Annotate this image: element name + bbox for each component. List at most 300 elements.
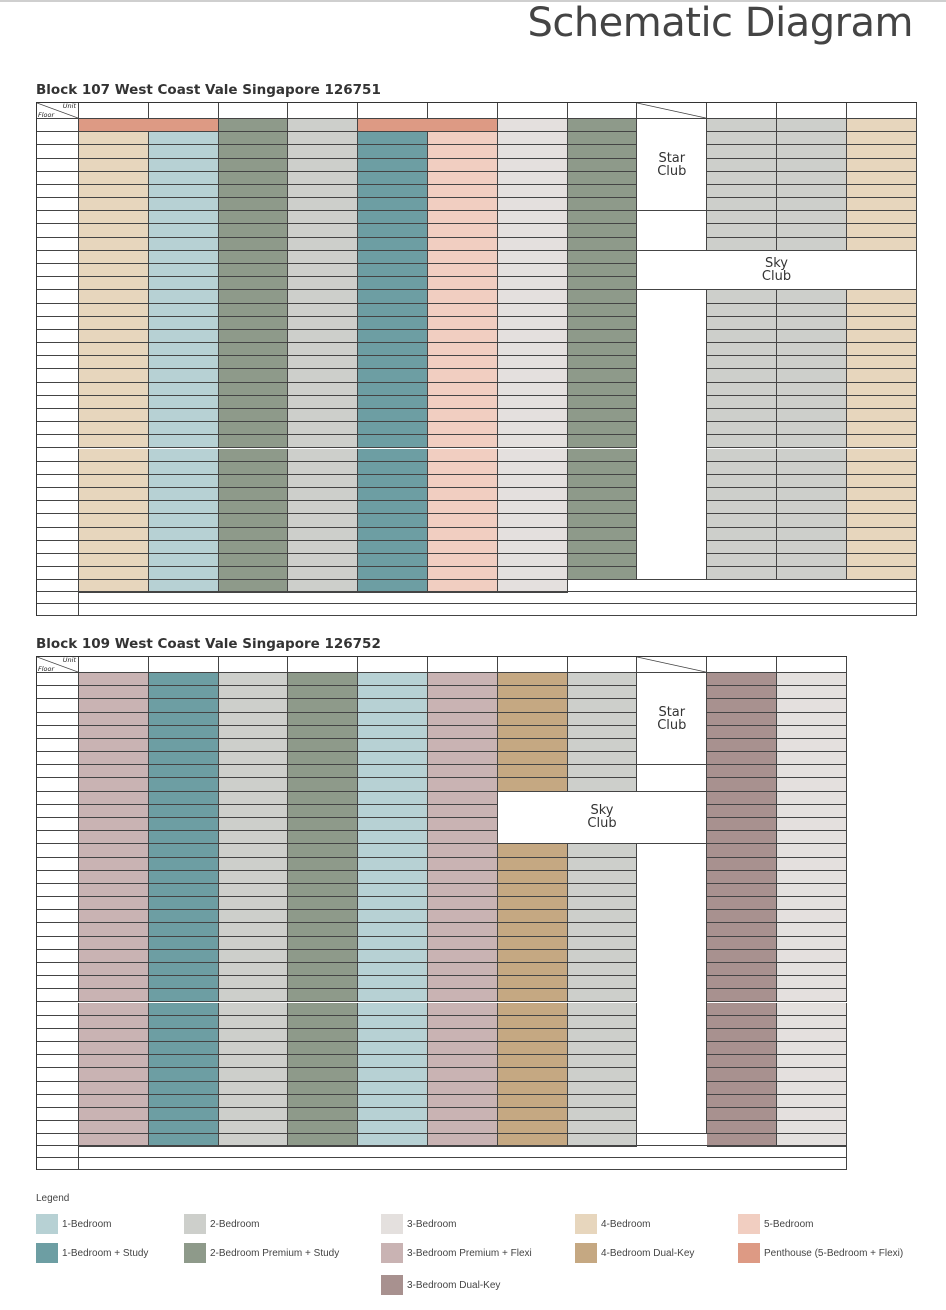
floor-label bbox=[37, 592, 79, 604]
unit-cell bbox=[358, 145, 428, 158]
legend-swatch bbox=[575, 1243, 597, 1263]
unit-cell bbox=[498, 172, 568, 185]
unit-cell bbox=[777, 330, 847, 343]
legend-item bbox=[575, 1243, 694, 1263]
unit-cell bbox=[498, 937, 568, 950]
unit-cell bbox=[498, 554, 568, 567]
unit-cell bbox=[428, 488, 498, 501]
unit-cell bbox=[847, 396, 917, 409]
unit-cell bbox=[428, 752, 498, 765]
unit-cell bbox=[498, 422, 568, 435]
unit-cell bbox=[288, 1108, 358, 1121]
unit-cell bbox=[219, 871, 289, 884]
floor-label bbox=[37, 317, 79, 330]
unit-cell bbox=[219, 475, 289, 488]
unit-cell bbox=[358, 290, 428, 303]
unit-cell bbox=[498, 145, 568, 158]
unit-cell bbox=[358, 211, 428, 224]
unit-cell bbox=[79, 1055, 149, 1068]
unit-cell bbox=[707, 739, 777, 752]
unit-cell bbox=[777, 713, 847, 726]
floor-label bbox=[37, 1055, 79, 1068]
block-109-title: Block 109 West Coast Vale Singapore 126752 bbox=[36, 636, 381, 652]
unit-cell bbox=[358, 435, 428, 448]
unit-header bbox=[358, 103, 428, 119]
unit-cell bbox=[428, 356, 498, 369]
unit-cell bbox=[358, 224, 428, 237]
unit-cell bbox=[288, 1016, 358, 1029]
unit-cell bbox=[288, 1082, 358, 1095]
unit-cell bbox=[428, 937, 498, 950]
legend-label: Penthouse (5-Bedroom + Flexi) bbox=[764, 1247, 904, 1259]
unit-cell bbox=[79, 567, 149, 580]
unit-cell bbox=[777, 1003, 847, 1016]
unit-cell bbox=[498, 871, 568, 884]
unit-cell bbox=[777, 739, 847, 752]
unit-cell bbox=[707, 713, 777, 726]
page-title: Schematic Diagram bbox=[527, 0, 913, 46]
unit-cell bbox=[219, 950, 289, 963]
unit-cell bbox=[428, 1055, 498, 1068]
floor-label bbox=[37, 462, 79, 475]
unit-cell bbox=[568, 963, 638, 976]
legend-label: 2-Bedroom Premium + Study bbox=[210, 1247, 340, 1259]
unit-cell bbox=[149, 1003, 219, 1016]
unit-cell bbox=[79, 554, 149, 567]
unit-cell bbox=[79, 159, 149, 172]
unit-cell bbox=[777, 290, 847, 303]
unit-header bbox=[288, 103, 358, 119]
unit-cell bbox=[847, 554, 917, 567]
floor-label bbox=[37, 369, 79, 382]
unit-cell bbox=[428, 198, 498, 211]
unit-cell bbox=[288, 264, 358, 277]
unit-cell bbox=[568, 699, 638, 712]
unit-cell bbox=[428, 976, 498, 989]
unit-cell bbox=[288, 396, 358, 409]
unit-cell bbox=[288, 923, 358, 936]
unit-cell bbox=[568, 330, 638, 343]
unit-cell bbox=[568, 369, 638, 382]
floor-label bbox=[37, 1016, 79, 1029]
unit-cell bbox=[288, 1068, 358, 1081]
unit-cell bbox=[777, 462, 847, 475]
unit-cell bbox=[568, 422, 638, 435]
unit-cell bbox=[219, 713, 289, 726]
unit-cell bbox=[847, 238, 917, 251]
unit-cell bbox=[79, 699, 149, 712]
unit-cell bbox=[288, 871, 358, 884]
unit-cell bbox=[498, 910, 568, 923]
unit-cell bbox=[288, 765, 358, 778]
legend-swatch bbox=[381, 1243, 403, 1263]
unit-cell bbox=[498, 713, 568, 726]
base-level-label bbox=[79, 580, 917, 592]
unit-cell bbox=[777, 514, 847, 527]
unit-cell bbox=[847, 528, 917, 541]
unit-cell bbox=[777, 396, 847, 409]
unit-cell bbox=[358, 449, 428, 462]
unit-cell bbox=[149, 1068, 219, 1081]
unit-cell bbox=[288, 739, 358, 752]
unit-cell bbox=[498, 475, 568, 488]
unit-cell bbox=[428, 726, 498, 739]
legend-item bbox=[738, 1214, 813, 1234]
unit-cell bbox=[777, 976, 847, 989]
unit-cell bbox=[149, 844, 219, 857]
unit-cell bbox=[288, 277, 358, 290]
unit-cell bbox=[219, 159, 289, 172]
unit-cell bbox=[358, 264, 428, 277]
unit-cell bbox=[288, 910, 358, 923]
unit-cell-top bbox=[219, 673, 289, 686]
unit-cell bbox=[498, 514, 568, 527]
floor-label bbox=[37, 1095, 79, 1108]
unit-cell bbox=[777, 475, 847, 488]
floor-label bbox=[37, 713, 79, 726]
floor-label bbox=[37, 554, 79, 567]
legend-swatch bbox=[184, 1214, 206, 1234]
unit-cell bbox=[707, 396, 777, 409]
unit-cell bbox=[707, 224, 777, 237]
unit-cell bbox=[428, 330, 498, 343]
unit-cell bbox=[219, 277, 289, 290]
unit-cell bbox=[149, 1108, 219, 1121]
unit-cell bbox=[288, 462, 358, 475]
unit-cell bbox=[288, 897, 358, 910]
unit-cell bbox=[288, 989, 358, 1002]
unit-cell bbox=[288, 449, 358, 462]
unit-cell bbox=[358, 488, 428, 501]
unit-cell bbox=[358, 462, 428, 475]
unit-header bbox=[498, 657, 568, 673]
unit-cell bbox=[498, 356, 568, 369]
unit-cell bbox=[777, 897, 847, 910]
unit-cell bbox=[358, 976, 428, 989]
unit-cell bbox=[219, 976, 289, 989]
unit-cell-top bbox=[498, 119, 568, 132]
floor-label bbox=[37, 673, 79, 686]
unit-cell bbox=[498, 923, 568, 936]
base-level-label bbox=[79, 1134, 847, 1146]
unit-header bbox=[79, 657, 149, 673]
unit-cell bbox=[149, 923, 219, 936]
unit-cell bbox=[219, 356, 289, 369]
unit-cell bbox=[219, 844, 289, 857]
unit-cell bbox=[777, 923, 847, 936]
floor-label bbox=[37, 159, 79, 172]
unit-cell bbox=[568, 488, 638, 501]
unit-cell bbox=[847, 567, 917, 580]
unit-cell bbox=[707, 528, 777, 541]
unit-cell bbox=[219, 330, 289, 343]
unit-cell bbox=[79, 211, 149, 224]
unit-cell bbox=[79, 923, 149, 936]
unit-cell bbox=[707, 567, 777, 580]
unit-cell bbox=[428, 792, 498, 805]
unit-cell bbox=[498, 132, 568, 145]
unit-cell bbox=[149, 937, 219, 950]
unit-cell bbox=[149, 752, 219, 765]
unit-cell bbox=[358, 1029, 428, 1042]
unit-cell bbox=[149, 686, 219, 699]
unit-cell-top bbox=[777, 673, 847, 686]
unit-cell bbox=[707, 989, 777, 1002]
unit-cell bbox=[568, 501, 638, 514]
unit-cell bbox=[498, 369, 568, 382]
unit-cell bbox=[777, 858, 847, 871]
unit-cell-top bbox=[428, 673, 498, 686]
unit-cell bbox=[288, 409, 358, 422]
unit-header bbox=[707, 103, 777, 119]
unit-cell bbox=[219, 1029, 289, 1042]
unit-cell bbox=[428, 923, 498, 936]
unit-cell bbox=[568, 145, 638, 158]
unit-cell bbox=[777, 145, 847, 158]
unit-cell bbox=[707, 897, 777, 910]
floor-label bbox=[37, 488, 79, 501]
unit-header bbox=[707, 657, 777, 673]
unit-cell bbox=[847, 132, 917, 145]
unit-cell bbox=[358, 950, 428, 963]
unit-cell-top bbox=[79, 673, 149, 686]
unit-cell bbox=[707, 686, 777, 699]
unit-cell bbox=[149, 475, 219, 488]
unit-cell bbox=[428, 435, 498, 448]
unit-cell bbox=[777, 752, 847, 765]
unit-cell bbox=[498, 844, 568, 857]
unit-cell bbox=[79, 884, 149, 897]
unit-cell-top bbox=[219, 119, 289, 132]
unit-cell bbox=[149, 1082, 219, 1095]
unit-cell bbox=[288, 514, 358, 527]
unit-cell bbox=[358, 185, 428, 198]
floor-label bbox=[37, 950, 79, 963]
unit-cell bbox=[288, 1095, 358, 1108]
header-diagonal bbox=[637, 103, 706, 118]
unit-cell bbox=[568, 277, 638, 290]
unit-cell bbox=[288, 475, 358, 488]
floor-label bbox=[37, 224, 79, 237]
unit-cell bbox=[288, 963, 358, 976]
unit-cell bbox=[219, 514, 289, 527]
unit-cell-top bbox=[568, 119, 638, 132]
unit-cell bbox=[847, 290, 917, 303]
unit-cell bbox=[498, 198, 568, 211]
unit-cell bbox=[149, 1095, 219, 1108]
unit-cell bbox=[498, 383, 568, 396]
unit-cell bbox=[149, 330, 219, 343]
unit-cell bbox=[79, 831, 149, 844]
unit-cell bbox=[847, 462, 917, 475]
unit-cell bbox=[358, 884, 428, 897]
unit-cell bbox=[358, 963, 428, 976]
unit-cell bbox=[358, 1042, 428, 1055]
legend-item bbox=[575, 1214, 650, 1234]
floor-label bbox=[37, 501, 79, 514]
floor-label bbox=[37, 304, 79, 317]
legend-item bbox=[738, 1243, 903, 1263]
unit-cell bbox=[707, 884, 777, 897]
floor-label bbox=[37, 422, 79, 435]
unit-cell bbox=[149, 238, 219, 251]
unit-cell bbox=[568, 172, 638, 185]
unit-cell bbox=[777, 343, 847, 356]
unit-cell bbox=[79, 858, 149, 871]
unit-cell bbox=[219, 396, 289, 409]
unit-cell bbox=[568, 937, 638, 950]
unit-cell bbox=[568, 1121, 638, 1134]
unit-cell bbox=[568, 950, 638, 963]
unit-cell bbox=[777, 185, 847, 198]
unit-cell-top bbox=[568, 673, 638, 686]
unit-cell bbox=[358, 805, 428, 818]
unit-cell bbox=[149, 976, 219, 989]
unit-cell bbox=[498, 858, 568, 871]
unit-cell bbox=[219, 304, 289, 317]
unit-cell bbox=[149, 317, 219, 330]
block-107-title: Block 107 West Coast Vale Singapore 126751 bbox=[36, 82, 381, 98]
legend-item bbox=[36, 1214, 111, 1234]
unit-cell bbox=[288, 185, 358, 198]
unit-cell bbox=[568, 989, 638, 1002]
unit-cell bbox=[428, 567, 498, 580]
unit-cell bbox=[498, 976, 568, 989]
unit-cell bbox=[498, 224, 568, 237]
unit-cell bbox=[428, 713, 498, 726]
unit-cell bbox=[219, 449, 289, 462]
unit-cell bbox=[568, 159, 638, 172]
unit-cell bbox=[79, 317, 149, 330]
unit-cell bbox=[79, 514, 149, 527]
unit-cell bbox=[568, 739, 638, 752]
unit-cell bbox=[777, 1095, 847, 1108]
unit-cell bbox=[149, 185, 219, 198]
unit-cell bbox=[288, 818, 358, 831]
unit-cell bbox=[707, 343, 777, 356]
unit-cell bbox=[847, 356, 917, 369]
unit-cell bbox=[149, 699, 219, 712]
unit-cell bbox=[568, 778, 638, 791]
unit-cell bbox=[358, 475, 428, 488]
unit-cell bbox=[79, 910, 149, 923]
unit-cell bbox=[707, 462, 777, 475]
unit-cell-top bbox=[358, 673, 428, 686]
unit-cell bbox=[149, 858, 219, 871]
unit-cell bbox=[149, 211, 219, 224]
unit-cell bbox=[288, 805, 358, 818]
unit-cell bbox=[568, 290, 638, 303]
unit-cell bbox=[288, 844, 358, 857]
block-107-schematic bbox=[36, 102, 917, 616]
unit-cell bbox=[777, 937, 847, 950]
unit-cell bbox=[219, 488, 289, 501]
unit-cell bbox=[498, 989, 568, 1002]
unit-cell bbox=[219, 699, 289, 712]
unit-cell bbox=[219, 963, 289, 976]
unit-cell bbox=[219, 726, 289, 739]
unit-cell bbox=[568, 185, 638, 198]
unit-cell bbox=[149, 713, 219, 726]
unit-cell bbox=[219, 937, 289, 950]
unit-cell bbox=[358, 330, 428, 343]
star-club: Star Club bbox=[637, 119, 707, 211]
unit-cell bbox=[707, 541, 777, 554]
unit-cell bbox=[498, 304, 568, 317]
unit-cell bbox=[219, 765, 289, 778]
base-level-label bbox=[79, 592, 917, 604]
floor-label bbox=[37, 831, 79, 844]
unit-cell bbox=[79, 739, 149, 752]
base-level-label bbox=[79, 1158, 847, 1170]
unit-cell bbox=[568, 1029, 638, 1042]
unit-cell bbox=[428, 871, 498, 884]
floor-label bbox=[37, 1121, 79, 1134]
unit-cell bbox=[568, 238, 638, 251]
unit-cell bbox=[358, 1016, 428, 1029]
unit-cell bbox=[79, 844, 149, 857]
unit-cell bbox=[777, 356, 847, 369]
unit-cell bbox=[149, 304, 219, 317]
unit-cell bbox=[777, 1082, 847, 1095]
floor-label bbox=[37, 1082, 79, 1095]
unit-cell bbox=[358, 159, 428, 172]
unit-cell bbox=[219, 1108, 289, 1121]
unit-cell bbox=[498, 1055, 568, 1068]
unit-cell bbox=[79, 383, 149, 396]
unit-cell bbox=[358, 277, 428, 290]
unit-cell bbox=[428, 475, 498, 488]
unit-cell bbox=[568, 923, 638, 936]
unit-cell bbox=[358, 1003, 428, 1016]
unit-cell bbox=[219, 989, 289, 1002]
floor-label bbox=[37, 884, 79, 897]
unit-cell bbox=[288, 383, 358, 396]
base-level-label bbox=[79, 604, 917, 616]
unit-cell bbox=[707, 132, 777, 145]
unit-cell bbox=[149, 356, 219, 369]
unit-cell bbox=[149, 488, 219, 501]
unit-cell bbox=[777, 950, 847, 963]
unit-cell bbox=[79, 224, 149, 237]
unit-cell bbox=[79, 976, 149, 989]
unit-cell bbox=[498, 409, 568, 422]
header-diagonal bbox=[637, 657, 706, 672]
unit-cell bbox=[568, 1016, 638, 1029]
unit-cell bbox=[149, 462, 219, 475]
unit-cell bbox=[79, 1082, 149, 1095]
unit-cell bbox=[79, 409, 149, 422]
unit-cell bbox=[149, 950, 219, 963]
unit-cell bbox=[149, 343, 219, 356]
corner-header bbox=[37, 103, 79, 119]
unit-cell bbox=[149, 989, 219, 1002]
unit-cell bbox=[498, 462, 568, 475]
unit-cell bbox=[149, 369, 219, 382]
unit-cell bbox=[568, 541, 638, 554]
unit-cell bbox=[498, 317, 568, 330]
unit-cell bbox=[358, 765, 428, 778]
unit-cell bbox=[79, 1042, 149, 1055]
unit-cell bbox=[79, 185, 149, 198]
unit-cell bbox=[358, 778, 428, 791]
unit-cell bbox=[777, 567, 847, 580]
unit-cell bbox=[288, 198, 358, 211]
unit-cell bbox=[777, 172, 847, 185]
unit-cell bbox=[847, 304, 917, 317]
unit-cell bbox=[79, 277, 149, 290]
unit-cell bbox=[358, 910, 428, 923]
